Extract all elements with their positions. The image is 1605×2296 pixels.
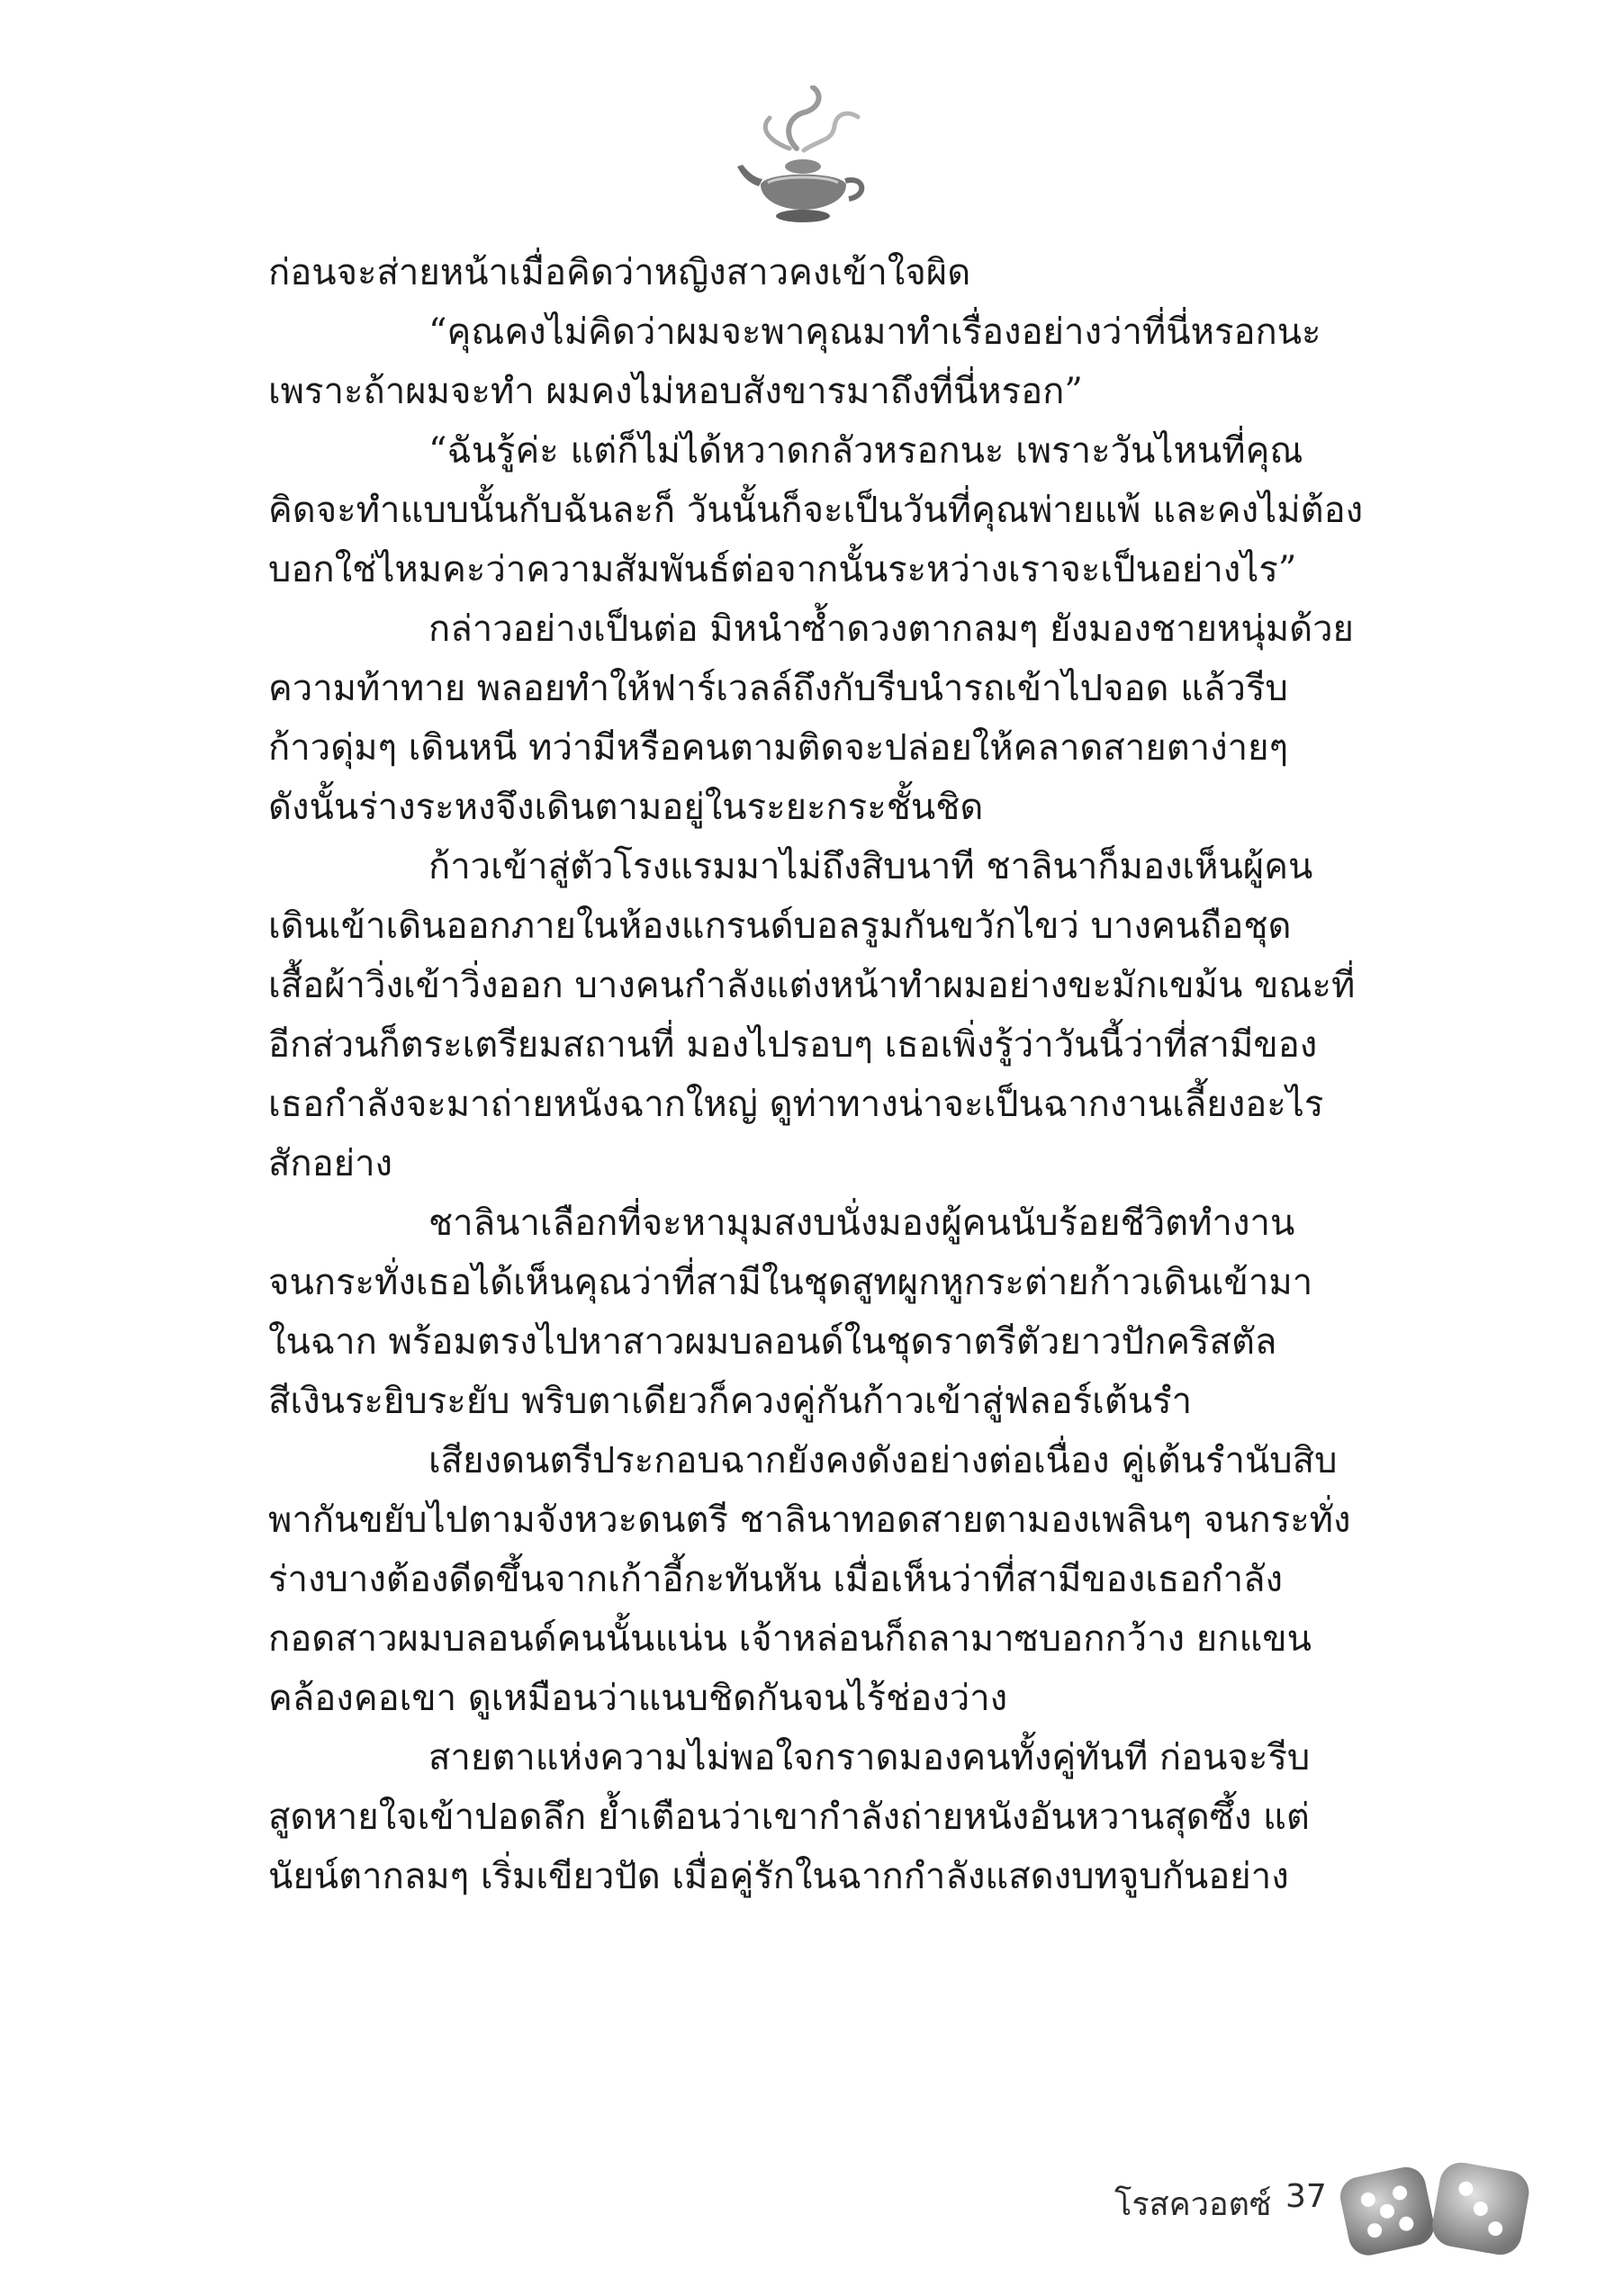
book-title: โรสควอตซ์ xyxy=(1114,2186,1272,2223)
text-line: สีเงินระยิบระยับ พริบตาเดียวก็ควงคู่กันก้าวเข้าสู่ฟลอร์เต้นรำ xyxy=(268,1381,1193,1422)
text-line: เพราะถ้าผมจะทำ ผมคงไม่หอบสังขารมาถึงที่นี่หรอก” xyxy=(268,371,1083,412)
text-line: สายตาแห่งความไม่พอใจกราดมองคนทั้งคู่ทันที ก่อนจะรีบ xyxy=(428,1737,1311,1778)
chapter-text xyxy=(268,243,1411,1906)
text-line: “ฉันรู้ค่ะ แต่ก็ไม่ได้หวาดกลัวหรอกนะ เพราะวันไหนที่คุณ xyxy=(428,430,1303,472)
text-line: ความท้าทาย พลอยทำให้ฟาร์เวลล์ถึงกับรีบนำรถเข้าไปจอด แล้วรีบ xyxy=(268,668,1288,709)
text-line: เดินเข้าเดินออกภายในห้องแกรนด์บอลรูมกันขวักไขว่ บางคนถือชุด xyxy=(268,905,1292,947)
text-line: ในฉาก พร้อมตรงไปหาสาวผมบลอนด์ในชุดราตรีตัวยาวปักคริสตัล xyxy=(268,1321,1277,1363)
text-line: อีกส่วนก็ตระเตรียมสถานที่ มองไปรอบๆ เธอเพิ่งรู้ว่าวันนี้ว่าที่สามีของ xyxy=(268,1024,1318,1066)
text-line: “คุณคงไม่คิดว่าผมจะพาคุณมาทำเรื่องอย่างว่าที่นี่หรอกนะ xyxy=(428,311,1321,353)
dice-icon xyxy=(1337,2156,1544,2264)
text-line: สักอย่าง xyxy=(268,1143,393,1184)
text-line: คิดจะทำแบบนั้นกับฉันละก็ วันนั้นก็จะเป็นวันที่คุณพ่ายแพ้ และคงไม่ต้อง xyxy=(268,490,1364,531)
text-line: กล่าวอย่างเป็นต่อ มิหนำซ้ำดวงตากลมๆ ยังมองชายหนุ่มด้วย xyxy=(428,608,1354,650)
text-line: สูดหายใจเข้าปอดลึก ย้ำเตือนว่าเขากำลังถ่ายหนังอันหวานสุดซึ้ง แต่ xyxy=(268,1796,1310,1838)
text-line: ร่างบางต้องดีดขึ้นจากเก้าอี้กะทันหัน เมื่อเห็นว่าที่สามีของเธอกำลัง xyxy=(268,1559,1284,1600)
text-line: ดังนั้นร่างระหงจึงเดินตามอยู่ในระยะกระชั้นชิด xyxy=(268,787,984,828)
text-line: นัยน์ตากลมๆ เริ่มเขียวปัด เมื่อคู่รักในฉากกำลังแสดงบทจูบกันอย่าง xyxy=(268,1856,1289,1897)
text-line: ก้าวเข้าสู่ตัวโรงแรมมาไม่ถึงสิบนาที ชาลินาก็มองเห็นผู้คน xyxy=(428,846,1313,887)
page-number: 37 xyxy=(1285,2178,1327,2215)
text-line: เสื้อผ้าวิ่งเข้าวิ่งออก บางคนกำลังแต่งหน้าทำผมอย่างขะมักเขม้น ขณะที่ xyxy=(268,965,1356,1006)
page-footer xyxy=(1071,2156,1431,2282)
text-line: กอดสาวผมบลอนด์คนนั้นแน่น เจ้าหล่อนก็ถลามาซบอกกว้าง ยกแขน xyxy=(268,1618,1312,1660)
text-line: บอกใช่ไหมคะว่าความสัมพันธ์ต่อจากนั้นระหว่างเราจะเป็นอย่างไร” xyxy=(268,549,1297,590)
text-line: คล้องคอเขา ดูเหมือนว่าแนบชิดกันจนไร้ช่องว่าง xyxy=(268,1678,1008,1719)
text-line: เธอกำลังจะมาถ่ายหนังฉากใหญ่ ดูท่าทางน่าจะเป็นฉากงานเลี้ยงอะไร xyxy=(268,1084,1324,1125)
text-line: จนกระทั่งเธอได้เห็นคุณว่าที่สามีในชุดสูทผูกหูกระต่ายก้าวเดินเข้ามา xyxy=(268,1262,1313,1303)
text-line: ชาลินาเลือกที่จะหามุมสงบนั่งมองผู้คนนับร้อยชีวิตทำงาน xyxy=(428,1202,1295,1244)
teapot-lamp-icon xyxy=(734,86,873,230)
text-line: พากันขยับไปตามจังหวะดนตรี ชาลินาทอดสายตามองเพลินๆ จนกระทั่ง xyxy=(268,1499,1351,1541)
text-line: ก่อนจะส่ายหน้าเมื่อคิดว่าหญิงสาวคงเข้าใจผิด xyxy=(268,252,971,293)
text-line: ก้าวดุ่มๆ เดินหนี ทว่ามีหรือคนตามติดจะปล่อยให้คลาดสายตาง่ายๆ xyxy=(268,727,1289,769)
text-line: เสียงดนตรีประกอบฉากยังคงดังอย่างต่อเนื่อง คู่เต้นรำนับสิบ xyxy=(428,1440,1338,1481)
